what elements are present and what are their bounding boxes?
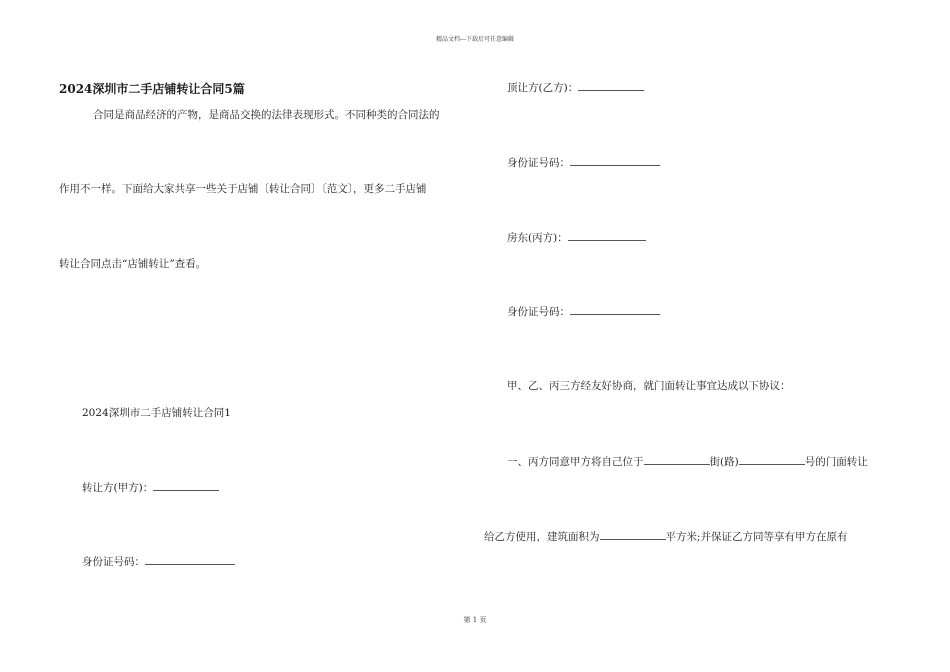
- street-blank: [644, 455, 710, 465]
- intro-paragraph-line-1: 合同是商品经济的产物，是商品交换的法律表现形式。不同种类的合同法的: [93, 109, 440, 121]
- party-b-label: 顶让方(乙方)：: [507, 82, 579, 94]
- landlord-blank: [568, 231, 646, 241]
- party-a-blank: [153, 481, 219, 491]
- clause-1-text-b: 街(路): [709, 456, 739, 468]
- page-number: 第 1 页: [463, 616, 487, 624]
- clause-1-text-e: 平方米;并保证乙方同等享有甲方在原有: [665, 531, 848, 543]
- clause-1-text-a: 一、丙方同意甲方将自己位于: [507, 456, 644, 468]
- party-a-id-blank: [145, 555, 235, 565]
- number-blank: [739, 455, 805, 465]
- party-a-id-row: [82, 554, 235, 569]
- party-a-label: 转让方(甲方)：: [82, 482, 154, 494]
- party-a-row: [82, 480, 219, 495]
- party-b-blank: [578, 81, 644, 91]
- party-b-id-row: [507, 155, 660, 170]
- landlord-id-blank: [570, 305, 660, 315]
- landlord-id-row: [507, 304, 660, 319]
- intro-paragraph-line-3: 转让合同点击“店铺转让”查看。: [59, 258, 207, 270]
- clause-1-text-c: 号的门面转让: [804, 456, 868, 468]
- party-b-id-label: 身份证号码：: [507, 157, 570, 169]
- intro-paragraph-line-2: 作用不一样。下面给大家共享一些关于店铺〔转让合同〕〔范文〕，更多二手店铺: [59, 183, 427, 195]
- landlord-row: [507, 230, 646, 245]
- clause-1-text-d: 给乙方使用，建筑面积为: [484, 531, 600, 543]
- clause-1-line-1: [507, 454, 868, 469]
- party-b-id-blank: [570, 156, 660, 166]
- clause-1-line-2: [484, 529, 848, 544]
- landlord-id-label: 身份证号码：: [507, 306, 570, 318]
- area-blank: [600, 530, 666, 540]
- contract-heading: 2024深圳市二手店铺转让合同1: [82, 407, 231, 419]
- document-title: 2024深圳市二手店铺转让合同5篇: [59, 82, 245, 96]
- landlord-label: 房东(丙方)：: [507, 232, 568, 244]
- party-a-id-label: 身份证号码：: [82, 556, 145, 568]
- agreement-statement: 甲、乙、丙三方经友好协商，就门面转让事宜达成以下协议：: [507, 380, 791, 392]
- party-b-row: [507, 80, 644, 95]
- page-header-note: 精品文档---下载后可任意编辑: [435, 36, 515, 43]
